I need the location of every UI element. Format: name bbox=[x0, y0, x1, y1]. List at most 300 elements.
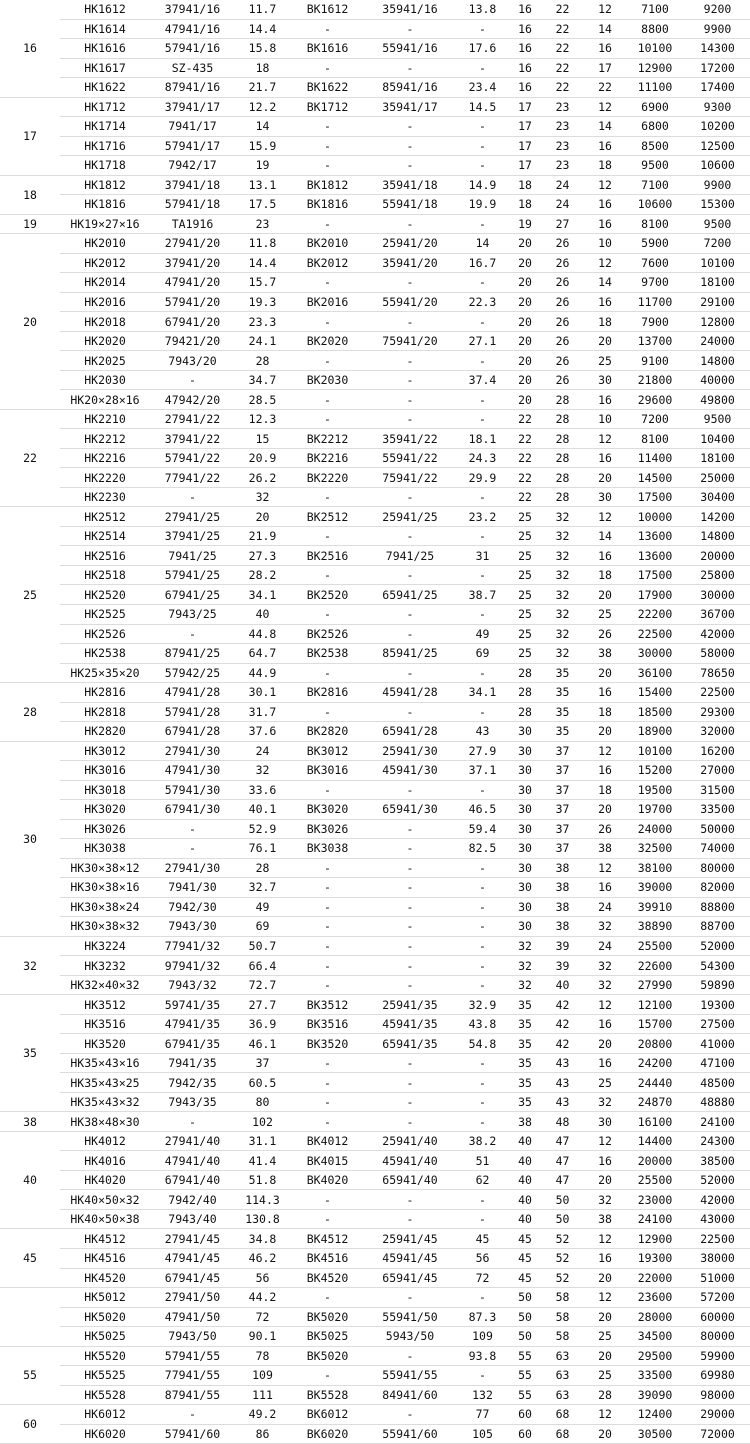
cell-equiv-no: 47941/16 bbox=[150, 19, 235, 39]
cell-d: 58 bbox=[540, 1288, 585, 1308]
table-row bbox=[0, 1073, 750, 1093]
cell-static-load: 41000 bbox=[685, 1034, 750, 1054]
cell-static-load: 31500 bbox=[685, 780, 750, 800]
cell-equiv-no: 27941/50 bbox=[150, 1288, 235, 1308]
cell-static-load: 49800 bbox=[685, 390, 750, 410]
shaft-diameter-group: 30 bbox=[0, 741, 60, 936]
cell-c: 12 bbox=[585, 429, 625, 449]
cell-bk-equiv-no: - bbox=[365, 526, 455, 546]
cell-bk-weight: - bbox=[455, 526, 510, 546]
cell-weight: 109 bbox=[235, 1366, 290, 1386]
cell-c: 12 bbox=[585, 1131, 625, 1151]
cell-bk-equiv-no: - bbox=[365, 312, 455, 332]
cell-dyn-load: 24440 bbox=[625, 1073, 685, 1093]
cell-model: HK2818 bbox=[60, 702, 150, 722]
cell-bk-weight: 23.4 bbox=[455, 78, 510, 98]
cell-bk-equiv-no: - bbox=[365, 1053, 455, 1073]
cell-static-load: 29300 bbox=[685, 702, 750, 722]
cell-bk-equiv-no: - bbox=[365, 1112, 455, 1132]
cell-bk-model: - bbox=[290, 702, 365, 722]
cell-fw: 30 bbox=[510, 741, 540, 761]
table-row bbox=[0, 1268, 750, 1288]
cell-c: 16 bbox=[585, 1249, 625, 1269]
cell-equiv-no: 7943/40 bbox=[150, 1209, 235, 1229]
cell-model: HK30×38×16 bbox=[60, 878, 150, 898]
cell-weight: 78 bbox=[235, 1346, 290, 1366]
cell-model: HK3026 bbox=[60, 819, 150, 839]
cell-weight: 28 bbox=[235, 351, 290, 371]
cell-dyn-load: 19500 bbox=[625, 780, 685, 800]
cell-bk-equiv-no: - bbox=[365, 663, 455, 683]
cell-dyn-load: 34500 bbox=[625, 1327, 685, 1347]
table-row bbox=[0, 1053, 750, 1073]
cell-bk-equiv-no: - bbox=[365, 1190, 455, 1210]
cell-bk-model: - bbox=[290, 1073, 365, 1093]
cell-weight: 44.8 bbox=[235, 624, 290, 644]
cell-bk-equiv-no: - bbox=[365, 390, 455, 410]
cell-equiv-no: - bbox=[150, 1405, 235, 1425]
cell-fw: 35 bbox=[510, 1073, 540, 1093]
cell-weight: 56 bbox=[235, 1268, 290, 1288]
table-row bbox=[0, 800, 750, 820]
cell-equiv-no: 77941/32 bbox=[150, 936, 235, 956]
cell-bk-model: BK6020 bbox=[290, 1424, 365, 1444]
cell-weight: 40.1 bbox=[235, 800, 290, 820]
cell-c: 16 bbox=[585, 761, 625, 781]
cell-bk-weight: - bbox=[455, 565, 510, 585]
cell-equiv-no: 67941/30 bbox=[150, 800, 235, 820]
cell-d: 43 bbox=[540, 1073, 585, 1093]
shaft-diameter-group: 28 bbox=[0, 683, 60, 742]
cell-model: HK40×50×38 bbox=[60, 1209, 150, 1229]
table-row bbox=[0, 585, 750, 605]
cell-static-load: 38000 bbox=[685, 1249, 750, 1269]
cell-model: HK5528 bbox=[60, 1385, 150, 1405]
cell-bk-weight: - bbox=[455, 117, 510, 137]
cell-equiv-no: 27941/20 bbox=[150, 234, 235, 254]
cell-weight: 14 bbox=[235, 117, 290, 137]
table-row bbox=[0, 331, 750, 351]
cell-fw: 30 bbox=[510, 722, 540, 742]
cell-bk-weight: - bbox=[455, 1073, 510, 1093]
cell-static-load: 33500 bbox=[685, 800, 750, 820]
cell-equiv-no: 7943/20 bbox=[150, 351, 235, 371]
cell-bk-model: BK3520 bbox=[290, 1034, 365, 1054]
cell-bk-equiv-no: - bbox=[365, 1405, 455, 1425]
cell-d: 38 bbox=[540, 897, 585, 917]
cell-weight: 41.4 bbox=[235, 1151, 290, 1171]
cell-bk-model: - bbox=[290, 1190, 365, 1210]
table-row bbox=[0, 741, 750, 761]
cell-static-load: 30400 bbox=[685, 487, 750, 507]
cell-fw: 18 bbox=[510, 175, 540, 195]
cell-dyn-load: 33500 bbox=[625, 1366, 685, 1386]
cell-c: 20 bbox=[585, 1424, 625, 1444]
table-row bbox=[0, 312, 750, 332]
cell-model: HK2525 bbox=[60, 604, 150, 624]
cell-weight: 34.8 bbox=[235, 1229, 290, 1249]
cell-weight: 37 bbox=[235, 1053, 290, 1073]
table-row bbox=[0, 370, 750, 390]
cell-static-load: 17400 bbox=[685, 78, 750, 98]
table-row bbox=[0, 1346, 750, 1366]
cell-d: 35 bbox=[540, 663, 585, 683]
cell-static-load: 82000 bbox=[685, 878, 750, 898]
cell-d: 39 bbox=[540, 956, 585, 976]
cell-bk-equiv-no: 25941/20 bbox=[365, 234, 455, 254]
shaft-diameter-group: 16 bbox=[0, 0, 60, 97]
cell-bk-equiv-no: 45941/35 bbox=[365, 1014, 455, 1034]
cell-bk-equiv-no: 35941/16 bbox=[365, 0, 455, 19]
cell-static-load: 32000 bbox=[685, 722, 750, 742]
cell-bk-weight: - bbox=[455, 878, 510, 898]
cell-equiv-no: 37941/18 bbox=[150, 175, 235, 195]
shaft-diameter-group: 32 bbox=[0, 936, 60, 995]
cell-dyn-load: 19300 bbox=[625, 1249, 685, 1269]
cell-c: 12 bbox=[585, 1229, 625, 1249]
cell-bk-equiv-no: - bbox=[365, 487, 455, 507]
cell-bk-weight: - bbox=[455, 58, 510, 78]
cell-d: 24 bbox=[540, 175, 585, 195]
cell-model: HK3512 bbox=[60, 995, 150, 1015]
cell-bk-model: BK3516 bbox=[290, 1014, 365, 1034]
cell-fw: 40 bbox=[510, 1190, 540, 1210]
cell-equiv-no: - bbox=[150, 370, 235, 390]
cell-bk-model: BK2030 bbox=[290, 370, 365, 390]
cell-dyn-load: 9500 bbox=[625, 156, 685, 176]
cell-weight: 15.8 bbox=[235, 39, 290, 59]
cell-bk-equiv-no: - bbox=[365, 1073, 455, 1093]
cell-fw: 20 bbox=[510, 253, 540, 273]
cell-dyn-load: 25500 bbox=[625, 936, 685, 956]
cell-c: 12 bbox=[585, 858, 625, 878]
cell-weight: 23 bbox=[235, 214, 290, 234]
cell-bk-model: - bbox=[290, 858, 365, 878]
cell-bk-model: - bbox=[290, 1288, 365, 1308]
cell-static-load: 47100 bbox=[685, 1053, 750, 1073]
cell-d: 37 bbox=[540, 780, 585, 800]
cell-static-load: 14300 bbox=[685, 39, 750, 59]
cell-bk-model: BK3012 bbox=[290, 741, 365, 761]
cell-dyn-load: 30500 bbox=[625, 1424, 685, 1444]
table-row bbox=[0, 214, 750, 234]
cell-d: 35 bbox=[540, 683, 585, 703]
table-row bbox=[0, 1327, 750, 1347]
cell-dyn-load: 15700 bbox=[625, 1014, 685, 1034]
cell-d: 26 bbox=[540, 253, 585, 273]
cell-static-load: 9500 bbox=[685, 409, 750, 429]
cell-equiv-no: - bbox=[150, 839, 235, 859]
cell-bk-equiv-no: - bbox=[365, 624, 455, 644]
cell-bk-model: BK1712 bbox=[290, 97, 365, 117]
cell-d: 68 bbox=[540, 1405, 585, 1425]
cell-fw: 45 bbox=[510, 1268, 540, 1288]
cell-bk-equiv-no: - bbox=[365, 156, 455, 176]
cell-bk-model: - bbox=[290, 136, 365, 156]
table-row bbox=[0, 468, 750, 488]
cell-static-load: 29100 bbox=[685, 292, 750, 312]
cell-bk-weight: 23.2 bbox=[455, 507, 510, 527]
cell-bk-model: - bbox=[290, 956, 365, 976]
cell-static-load: 25800 bbox=[685, 565, 750, 585]
cell-fw: 30 bbox=[510, 917, 540, 937]
cell-bk-weight: 22.3 bbox=[455, 292, 510, 312]
cell-c: 16 bbox=[585, 878, 625, 898]
cell-dyn-load: 17500 bbox=[625, 565, 685, 585]
table-row bbox=[0, 1034, 750, 1054]
cell-equiv-no: 77941/22 bbox=[150, 468, 235, 488]
cell-c: 18 bbox=[585, 780, 625, 800]
cell-c: 18 bbox=[585, 565, 625, 585]
cell-bk-model: - bbox=[290, 604, 365, 624]
cell-c: 30 bbox=[585, 370, 625, 390]
cell-bk-model: BK1612 bbox=[290, 0, 365, 19]
cell-fw: 32 bbox=[510, 975, 540, 995]
cell-c: 16 bbox=[585, 136, 625, 156]
cell-weight: 49.2 bbox=[235, 1405, 290, 1425]
cell-weight: 18 bbox=[235, 58, 290, 78]
cell-c: 24 bbox=[585, 936, 625, 956]
table-row bbox=[0, 97, 750, 117]
cell-dyn-load: 18900 bbox=[625, 722, 685, 742]
cell-fw: 20 bbox=[510, 390, 540, 410]
cell-equiv-no: 27941/45 bbox=[150, 1229, 235, 1249]
cell-weight: 52.9 bbox=[235, 819, 290, 839]
table-row bbox=[0, 644, 750, 664]
cell-dyn-load: 13600 bbox=[625, 546, 685, 566]
table-row bbox=[0, 58, 750, 78]
cell-weight: 86 bbox=[235, 1424, 290, 1444]
cell-d: 37 bbox=[540, 819, 585, 839]
cell-model: HK5520 bbox=[60, 1346, 150, 1366]
cell-bk-model: BK2010 bbox=[290, 234, 365, 254]
cell-d: 52 bbox=[540, 1249, 585, 1269]
cell-fw: 17 bbox=[510, 156, 540, 176]
cell-c: 30 bbox=[585, 487, 625, 507]
cell-equiv-no: 57941/20 bbox=[150, 292, 235, 312]
cell-equiv-no: 57941/60 bbox=[150, 1424, 235, 1444]
cell-model: HK4012 bbox=[60, 1131, 150, 1151]
cell-d: 28 bbox=[540, 487, 585, 507]
cell-dyn-load: 11100 bbox=[625, 78, 685, 98]
cell-equiv-no: 77941/55 bbox=[150, 1366, 235, 1386]
cell-bk-equiv-no: 25941/40 bbox=[365, 1131, 455, 1151]
cell-bk-equiv-no: 55941/20 bbox=[365, 292, 455, 312]
cell-weight: 40 bbox=[235, 604, 290, 624]
cell-model: HK1718 bbox=[60, 156, 150, 176]
cell-bk-model: BK4015 bbox=[290, 1151, 365, 1171]
cell-model: HK2220 bbox=[60, 468, 150, 488]
cell-dyn-load: 22000 bbox=[625, 1268, 685, 1288]
cell-fw: 30 bbox=[510, 878, 540, 898]
cell-dyn-load: 7100 bbox=[625, 175, 685, 195]
cell-weight: 19.3 bbox=[235, 292, 290, 312]
cell-static-load: 42000 bbox=[685, 1190, 750, 1210]
cell-equiv-no: 57941/55 bbox=[150, 1346, 235, 1366]
cell-bk-weight: - bbox=[455, 1092, 510, 1112]
cell-d: 28 bbox=[540, 468, 585, 488]
cell-c: 14 bbox=[585, 19, 625, 39]
cell-dyn-load: 38100 bbox=[625, 858, 685, 878]
table-row bbox=[0, 1131, 750, 1151]
cell-fw: 45 bbox=[510, 1229, 540, 1249]
table-row bbox=[0, 1151, 750, 1171]
cell-fw: 55 bbox=[510, 1366, 540, 1386]
cell-equiv-no: 27941/22 bbox=[150, 409, 235, 429]
cell-d: 22 bbox=[540, 19, 585, 39]
cell-model: HK2514 bbox=[60, 526, 150, 546]
cell-c: 20 bbox=[585, 800, 625, 820]
cell-weight: 76.1 bbox=[235, 839, 290, 859]
cell-model: HK6012 bbox=[60, 1405, 150, 1425]
cell-dyn-load: 18500 bbox=[625, 702, 685, 722]
cell-bk-equiv-no: 84941/60 bbox=[365, 1385, 455, 1405]
cell-fw: 25 bbox=[510, 604, 540, 624]
cell-bk-model: BK2526 bbox=[290, 624, 365, 644]
cell-bk-equiv-no: 25941/30 bbox=[365, 741, 455, 761]
cell-bk-model: - bbox=[290, 1053, 365, 1073]
cell-model: HK1622 bbox=[60, 78, 150, 98]
shaft-diameter-group: 60 bbox=[0, 1405, 60, 1444]
cell-equiv-no: 27941/40 bbox=[150, 1131, 235, 1151]
cell-bk-weight: 56 bbox=[455, 1249, 510, 1269]
cell-equiv-no: 7941/35 bbox=[150, 1053, 235, 1073]
shaft-diameter-group: 55 bbox=[0, 1346, 60, 1405]
cell-model: HK32×40×32 bbox=[60, 975, 150, 995]
cell-static-load: 51000 bbox=[685, 1268, 750, 1288]
cell-c: 16 bbox=[585, 390, 625, 410]
table-row bbox=[0, 0, 750, 19]
table-row bbox=[0, 507, 750, 527]
cell-d: 32 bbox=[540, 546, 585, 566]
cell-bk-model: BK3512 bbox=[290, 995, 365, 1015]
cell-bk-weight: - bbox=[455, 1288, 510, 1308]
cell-model: HK30×38×32 bbox=[60, 917, 150, 937]
cell-bk-model: BK4012 bbox=[290, 1131, 365, 1151]
cell-fw: 16 bbox=[510, 58, 540, 78]
cell-static-load: 10600 bbox=[685, 156, 750, 176]
cell-bk-model: - bbox=[290, 565, 365, 585]
cell-static-load: 43000 bbox=[685, 1209, 750, 1229]
cell-bk-model: - bbox=[290, 351, 365, 371]
cell-equiv-no: 87941/16 bbox=[150, 78, 235, 98]
cell-bk-model: BK5020 bbox=[290, 1346, 365, 1366]
cell-model: HK2230 bbox=[60, 487, 150, 507]
cell-bk-model: BK1816 bbox=[290, 195, 365, 215]
table-row bbox=[0, 936, 750, 956]
cell-bk-model: BK5020 bbox=[290, 1307, 365, 1327]
cell-static-load: 74000 bbox=[685, 839, 750, 859]
cell-equiv-no: 7941/30 bbox=[150, 878, 235, 898]
cell-dyn-load: 20800 bbox=[625, 1034, 685, 1054]
table-row bbox=[0, 1112, 750, 1132]
cell-dyn-load: 9700 bbox=[625, 273, 685, 293]
cell-dyn-load: 39910 bbox=[625, 897, 685, 917]
cell-bk-weight: 77 bbox=[455, 1405, 510, 1425]
cell-equiv-no: TA1916 bbox=[150, 214, 235, 234]
cell-d: 37 bbox=[540, 741, 585, 761]
cell-c: 14 bbox=[585, 273, 625, 293]
cell-dyn-load: 15200 bbox=[625, 761, 685, 781]
table-row bbox=[0, 683, 750, 703]
cell-d: 26 bbox=[540, 351, 585, 371]
cell-fw: 55 bbox=[510, 1346, 540, 1366]
cell-bk-weight: - bbox=[455, 858, 510, 878]
cell-bk-model: BK2820 bbox=[290, 722, 365, 742]
cell-dyn-load: 17500 bbox=[625, 487, 685, 507]
cell-bk-weight: - bbox=[455, 156, 510, 176]
cell-c: 32 bbox=[585, 1190, 625, 1210]
cell-bk-model: - bbox=[290, 58, 365, 78]
table-row bbox=[0, 390, 750, 410]
cell-bk-equiv-no: 45941/40 bbox=[365, 1151, 455, 1171]
cell-dyn-load: 19700 bbox=[625, 800, 685, 820]
cell-static-load: 78650 bbox=[685, 663, 750, 683]
cell-static-load: 20000 bbox=[685, 546, 750, 566]
cell-bk-model: BK3016 bbox=[290, 761, 365, 781]
table-row bbox=[0, 156, 750, 176]
table-row bbox=[0, 253, 750, 273]
cell-bk-weight: - bbox=[455, 136, 510, 156]
cell-bk-equiv-no: 25941/45 bbox=[365, 1229, 455, 1249]
table-row bbox=[0, 292, 750, 312]
cell-dyn-load: 11400 bbox=[625, 448, 685, 468]
cell-bk-model: - bbox=[290, 409, 365, 429]
shaft-diameter-group: 40 bbox=[0, 1131, 60, 1229]
cell-bk-weight: 18.1 bbox=[455, 429, 510, 449]
shaft-diameter-group bbox=[0, 1288, 60, 1347]
cell-equiv-no: - bbox=[150, 487, 235, 507]
cell-static-load: 58000 bbox=[685, 644, 750, 664]
cell-bk-equiv-no: 65941/25 bbox=[365, 585, 455, 605]
cell-bk-weight: - bbox=[455, 409, 510, 429]
table-row bbox=[0, 39, 750, 59]
shaft-diameter-group: 19 bbox=[0, 214, 60, 234]
cell-model: HK4520 bbox=[60, 1268, 150, 1288]
cell-weight: 44.2 bbox=[235, 1288, 290, 1308]
cell-weight: 30.1 bbox=[235, 683, 290, 703]
cell-bk-equiv-no: 55941/50 bbox=[365, 1307, 455, 1327]
cell-d: 52 bbox=[540, 1229, 585, 1249]
cell-weight: 28.5 bbox=[235, 390, 290, 410]
cell-bk-model: - bbox=[290, 117, 365, 137]
cell-c: 16 bbox=[585, 546, 625, 566]
cell-bk-model: BK4020 bbox=[290, 1170, 365, 1190]
table-row bbox=[0, 117, 750, 137]
cell-fw: 55 bbox=[510, 1385, 540, 1405]
cell-bk-equiv-no: - bbox=[365, 117, 455, 137]
cell-bk-model: - bbox=[290, 1112, 365, 1132]
cell-model: HK4020 bbox=[60, 1170, 150, 1190]
table-row bbox=[0, 1288, 750, 1308]
cell-bk-weight: 27.9 bbox=[455, 741, 510, 761]
cell-equiv-no: - bbox=[150, 624, 235, 644]
table-row bbox=[0, 273, 750, 293]
cell-bk-weight: 49 bbox=[455, 624, 510, 644]
cell-d: 38 bbox=[540, 917, 585, 937]
cell-bk-equiv-no: 55941/55 bbox=[365, 1366, 455, 1386]
cell-weight: 80 bbox=[235, 1092, 290, 1112]
cell-equiv-no: 7941/25 bbox=[150, 546, 235, 566]
cell-weight: 15 bbox=[235, 429, 290, 449]
table-row bbox=[0, 624, 750, 644]
cell-fw: 20 bbox=[510, 370, 540, 390]
cell-weight: 14.4 bbox=[235, 19, 290, 39]
cell-model: HK2010 bbox=[60, 234, 150, 254]
cell-fw: 16 bbox=[510, 0, 540, 19]
cell-bk-equiv-no: 65941/28 bbox=[365, 722, 455, 742]
cell-c: 16 bbox=[585, 1053, 625, 1073]
